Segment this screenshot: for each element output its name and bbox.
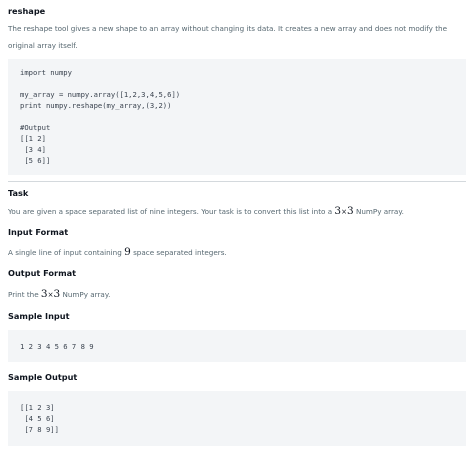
code-line: [[1 2]: [20, 134, 46, 143]
code-line: [5 6]]: [20, 156, 51, 165]
task-text: You are given a space separated list of nine integers. Your task is to convert this list into a: [8, 207, 335, 216]
code-line: #Output: [20, 123, 51, 132]
code-line: print numpy.reshape(my_array,(3,2)): [20, 101, 172, 110]
sample-output-line: [7 8 9]]: [20, 425, 59, 434]
section-title-task: Task: [8, 188, 29, 198]
sample-output-block[interactable]: [8, 391, 466, 446]
section-title-input-format: Input Format: [8, 227, 69, 237]
dimension-math: 3×3: [40, 288, 61, 300]
sample-output-line: [[1 2 3]: [20, 403, 55, 412]
section-title-sample-output: Sample Output: [8, 372, 78, 382]
input-format-description: A single line of input containing 9 space separated integers.: [8, 246, 227, 258]
task-description: [8, 203, 404, 221]
example-code-block[interactable]: [8, 59, 466, 175]
code-line: [3 4]: [20, 145, 46, 154]
code-line: my_array = numpy.array([1,2,3,4,5,6]): [20, 90, 181, 99]
section-divider: [8, 181, 466, 182]
section-title-reshape: reshape: [8, 6, 46, 16]
count-math: 9: [124, 246, 131, 258]
code-line: [20, 78, 454, 89]
task-text-end: NumPy array.: [353, 207, 404, 216]
sample-input-line: 1 2 3 4 5 6 7 8 9: [20, 342, 94, 351]
sample-input-block[interactable]: [8, 330, 466, 362]
reshape-description: The reshape tool gives a new shape to an array without changing its data. It creates a new array and does not modify the original array itself.: [8, 24, 448, 50]
section-title-output-format: Output Format: [8, 268, 77, 278]
code-line: import numpy: [20, 68, 72, 77]
output-format-description: Print the 3×3 NumPy array.: [8, 288, 111, 300]
section-title-sample-input: Sample Input: [8, 311, 70, 321]
dimension-math: 3×3: [334, 205, 354, 217]
sample-output-line: [4 5 6]: [20, 414, 55, 423]
code-line: [20, 111, 454, 122]
